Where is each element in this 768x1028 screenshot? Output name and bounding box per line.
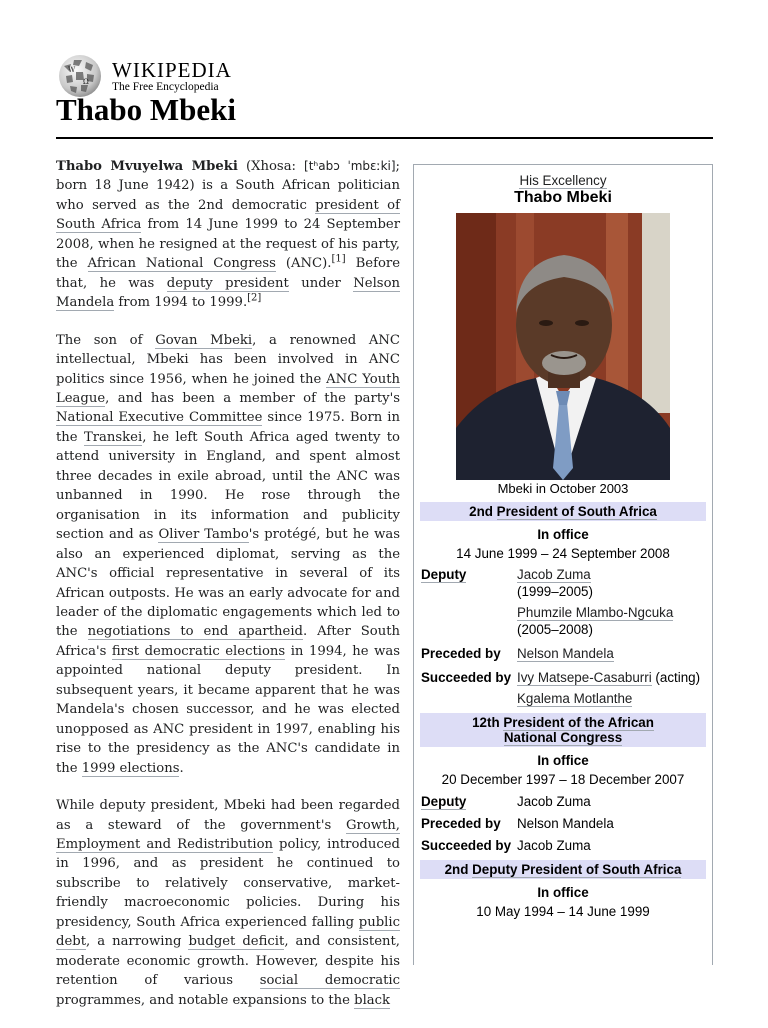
deputy-row [421, 567, 712, 637]
subject-name: Thabo Mvuyelwa Mbeki [56, 159, 238, 174]
office-ordinal: 12th [472, 715, 504, 730]
link-national-executive-committee[interactable]: National Executive Committee [56, 410, 263, 426]
text: Before that, he was [56, 256, 401, 291]
deputy-years: (2005–2008) [517, 622, 593, 637]
office-header-anc-president [420, 713, 706, 747]
preceded-label: Preceded by [421, 646, 501, 661]
text: policy, introduced in 1996, and as president he continued to subscribe to relatively conservative, market-friendly macroeconomic policies. During his presidency, South Africa experienced falling [56, 836, 400, 930]
wikipedia-wordmark [112, 58, 232, 94]
text: in 1994, he was appointed national deputy president. In subsequent years, it became apparent that he was Mandela's chosen successor, and he was elected unopposed as ANC president in 1997, enabling his rise to the presidency as the ANC's candidate in the [56, 643, 400, 776]
text: While deputy president, Mbeki had been regarded as a steward of the government's [56, 798, 400, 833]
link-president-of-south-africa-office[interactable]: President of South Africa [496, 504, 657, 519]
link-black[interactable]: black [354, 992, 391, 1008]
page-title: Thabo Mbeki [56, 92, 237, 127]
article-body [56, 157, 400, 1028]
infobox-name: Thabo Mbeki [514, 189, 612, 206]
link-anc[interactable]: African National Congress [87, 256, 276, 272]
succeeded-row [421, 670, 712, 706]
citation-2[interactable] [247, 293, 261, 304]
link-budget-deficit[interactable]: budget deficit [188, 934, 285, 950]
preceded-row [421, 646, 712, 661]
link-public-debt[interactable]: public debt [56, 914, 400, 950]
text: . After South Africa's [56, 624, 400, 659]
citation-link[interactable]: [1] [331, 253, 346, 265]
link-kgalema-motlanthe[interactable]: Kgalema Motlanthe [517, 691, 633, 706]
text: ; born 18 June 1942) is a South African politician who served as the 2nd democratic [56, 159, 400, 213]
link-deputy[interactable]: Deputy [421, 567, 467, 582]
text: . [179, 760, 184, 776]
preceded-row [421, 816, 712, 831]
link-deputy[interactable]: Deputy [421, 794, 467, 809]
in-office-label: In office [537, 527, 589, 542]
office-header-deputy-president [420, 860, 706, 879]
link-oliver-tambo[interactable]: Oliver Tambo [158, 527, 249, 543]
infobox-honorific [414, 173, 712, 188]
office-ordinal: 2nd [469, 504, 497, 519]
link-deputy-president-office[interactable]: Deputy President of South Africa [472, 862, 682, 877]
text: from 14 June 1999 to 24 September 2008, when he resigned at the request of his party, the [56, 217, 400, 272]
preceded-label: Preceded by [421, 816, 501, 831]
office-ordinal: 2nd [444, 862, 473, 877]
text: from 1994 to 1999. [114, 295, 248, 311]
link-nelson-mandela-infobox[interactable]: Nelson Mandela [517, 646, 614, 661]
link-transkei[interactable]: Transkei [83, 429, 143, 445]
portrait-photo[interactable] [456, 213, 670, 480]
link-govan-mbeki[interactable]: Govan Mbeki [155, 332, 253, 348]
photo-caption: Mbeki in October 2003 [497, 481, 629, 496]
link-gear-policy[interactable]: Growth, Employment and Redistribution [56, 817, 400, 852]
link-jacob-zuma[interactable]: Jacob Zuma [517, 567, 591, 582]
text: since 1975. Born in the [56, 410, 400, 445]
text: , a renowned ANC intellectual, Mbeki has been involved in ANC politics since 1956, when he joined the [56, 332, 400, 387]
text: , and has been a member of the party's [105, 390, 400, 406]
wordmark-text: WIKIPEDIA [112, 58, 232, 83]
in-office-label: In office [537, 753, 589, 768]
office-dates: 10 May 1994 – 14 June 1999 [476, 904, 650, 919]
infobox [413, 164, 713, 965]
title-divider [56, 137, 713, 139]
link-social-democratic[interactable]: social democratic [259, 973, 400, 989]
deputy-values [517, 567, 712, 637]
deputy-label [421, 794, 517, 809]
link-ivy-matsepe-casaburri[interactable]: Ivy Matsepe-Casaburri [517, 670, 652, 685]
text: 's protégé, but he was also an experienced diplomat, serving as the ANC's official representative in several of its African outposts. He was an early advocate for and leader of the diplomatic engagements which led to the [56, 527, 400, 640]
ipa-pronunciation[interactable]: [tʰabɔ ˈmbɛːki] [304, 159, 396, 173]
link-1999-elections[interactable]: 1999 elections [81, 760, 180, 776]
link-first-democratic-elections[interactable]: first democratic elections [111, 643, 286, 659]
link-phumzile-mlambo-ngcuka[interactable]: Phumzile Mlambo-Ngcuka [517, 605, 674, 620]
link-negotiations-to-end-apartheid[interactable]: negotiations to end apartheid [87, 624, 303, 640]
svg-text:W: W [68, 66, 76, 74]
text: , a narrowing [86, 934, 189, 950]
citation-link[interactable]: [2] [247, 292, 262, 304]
text: The son of [56, 332, 156, 348]
link-anc-president[interactable]: President of the African [503, 715, 654, 730]
link-president-of-south-africa[interactable]: president of South Africa [56, 197, 400, 233]
text: , and consistent, moderate economic growth. However, despite his retention of various [56, 934, 400, 989]
deputy-value: Jacob Zuma [517, 794, 591, 809]
office-dates: 20 December 1997 – 18 December 2007 [441, 772, 685, 787]
succeeded-label: Succeeded by [421, 838, 512, 853]
link-deputy-president[interactable]: deputy president [166, 275, 289, 291]
text: (Xhosa: [237, 159, 305, 174]
acting-note: (acting) [651, 670, 701, 685]
text: programmes, and notable expansions to the [56, 992, 355, 1008]
citation-1[interactable] [331, 254, 345, 265]
in-office-label: In office [537, 885, 589, 900]
paragraph-3 [56, 796, 400, 1010]
tagline: The Free Encyclopedia [112, 81, 219, 94]
link-nelson-mandela[interactable]: Nelson Mandela [56, 275, 401, 311]
text: (ANC). [275, 256, 332, 272]
text: under [288, 275, 354, 291]
succeeded-value: Jacob Zuma [517, 838, 591, 853]
deputy-years: (1999–2005) [517, 584, 593, 599]
succeeded-row [421, 838, 712, 853]
succeeded-label: Succeeded by [421, 670, 512, 685]
text: , he left South Africa aged twenty to attend university in England, and spent almost three decades in exile abroad, until the ANC was unbanned in 1990. He rose through the organisation in its information and publicity section and as [56, 429, 400, 543]
paragraph-1 [56, 157, 400, 313]
svg-text:Ω: Ω [83, 78, 89, 86]
link-anc-president-2[interactable]: National Congress [503, 730, 623, 745]
office-dates: 14 June 1999 – 24 September 2008 [456, 546, 670, 561]
deputy-label [421, 567, 517, 637]
preceded-value: Nelson Mandela [517, 816, 614, 831]
deputy-row [421, 794, 712, 809]
paragraph-2 [56, 331, 400, 778]
link-his-excellency[interactable]: His Excellency [519, 173, 607, 188]
office-header-president [420, 502, 706, 521]
link-anc-youth-league[interactable]: ANC Youth League [56, 371, 400, 406]
